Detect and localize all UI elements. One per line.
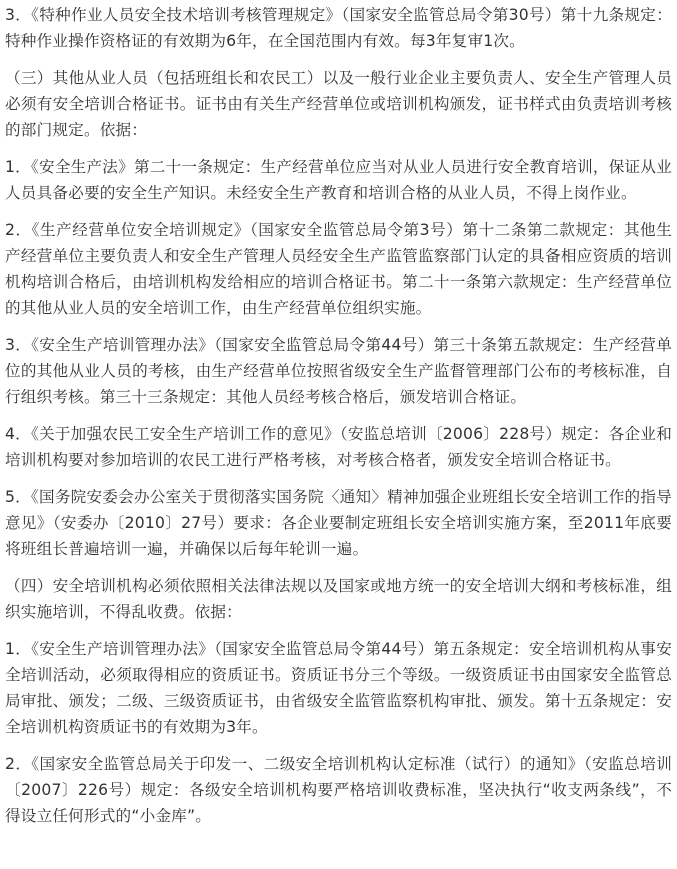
document-body xyxy=(5,2,672,840)
paragraph-2: （三）其他从业人员（包括班组长和农民工）以及一般行业企业主要负责人、安全生产管理人员必须有安全培训合格证书。证书由有关生产经营单位或培训机构颁发，证书样式由负责培训考核的部门规定。依据： xyxy=(5,69,672,139)
paragraph-8: （四）安全培训机构必须依照相关法律法规以及国家或地方统一的安全培训大纲和考核标准，组织实施培训，不得乱收费。依据： xyxy=(5,577,672,621)
paragraph-1: 3．《特种作业人员安全技术培训考核管理规定》（国家安全监管总局令第30号）第十九条规定：特种作业操作资格证的有效期为6年，在全国范围内有效。每3年复审1次。 xyxy=(5,6,672,50)
paragraph-9: 1．《安全生产培训管理办法》（国家安全监管总局令第44号）第五条规定：安全培训机构从事安全培训活动，必须取得相应的资质证书。资质证书分三个等级。一级资质证书由国家安全监管总局审批、颁发；二级、三级资质证书，由省级安全监管监察机构审批、颁发。第十五条规定：安全培训机构资质证书的有效期为3年。 xyxy=(5,640,672,736)
paragraph-7: 5．《国务院安委会办公室关于贯彻落实国务院〈通知〉精神加强企业班组长安全培训工作的指导意见》（安委办〔2010〕27号）要求：各企业要制定班组长安全培训实施方案，至2011年底要将班组长普遍培训一遍，并确保以后每年轮训一遍。 xyxy=(5,488,672,558)
paragraph-4: 2．《生产经营单位安全培训规定》（国家安全监管总局令第3号）第十二条第二款规定：其他生产经营单位主要负责人和安全生产管理人员经安全生产监管监察部门认定的具备相应资质的培训机构培训合格后，由培训机构发给相应的培训合格证书。第二十一条第六款规定：生产经营单位的其他从业人员的安全培训工作，由生产经营单位组织实施。 xyxy=(5,221,672,317)
paragraph-5: 3．《安全生产培训管理办法》（国家安全监管总局令第44号）第三十条第五款规定：生产经营单位的其他从业人员的考核，由生产经营单位按照省级安全生产监督管理部门公布的考核标准，自行组织考核。第三十三条规定：其他人员经考核合格后，颁发培训合格证。 xyxy=(5,336,672,406)
paragraph-6: 4．《关于加强农民工安全生产培训工作的意见》（安监总培训〔2006〕228号）规定：各企业和培训机构要对参加培训的农民工进行严格考核，对考核合格者，颁发安全培训合格证书。 xyxy=(5,425,672,469)
paragraph-3: 1．《安全生产法》第二十一条规定：生产经营单位应当对从业人员进行安全教育培训，保证从业人员具备必要的安全生产知识。未经安全生产教育和培训合格的从业人员，不得上岗作业。 xyxy=(5,158,672,202)
paragraph-10: 2．《国家安全监管总局关于印发一、二级安全培训机构认定标准（试行）的通知》（安监总培训〔2007〕226号）规定：各级安全培训机构要严格培训收费标准，坚决执行“收支两条线”，不得设立任何形式的“小金库”。 xyxy=(5,755,672,825)
